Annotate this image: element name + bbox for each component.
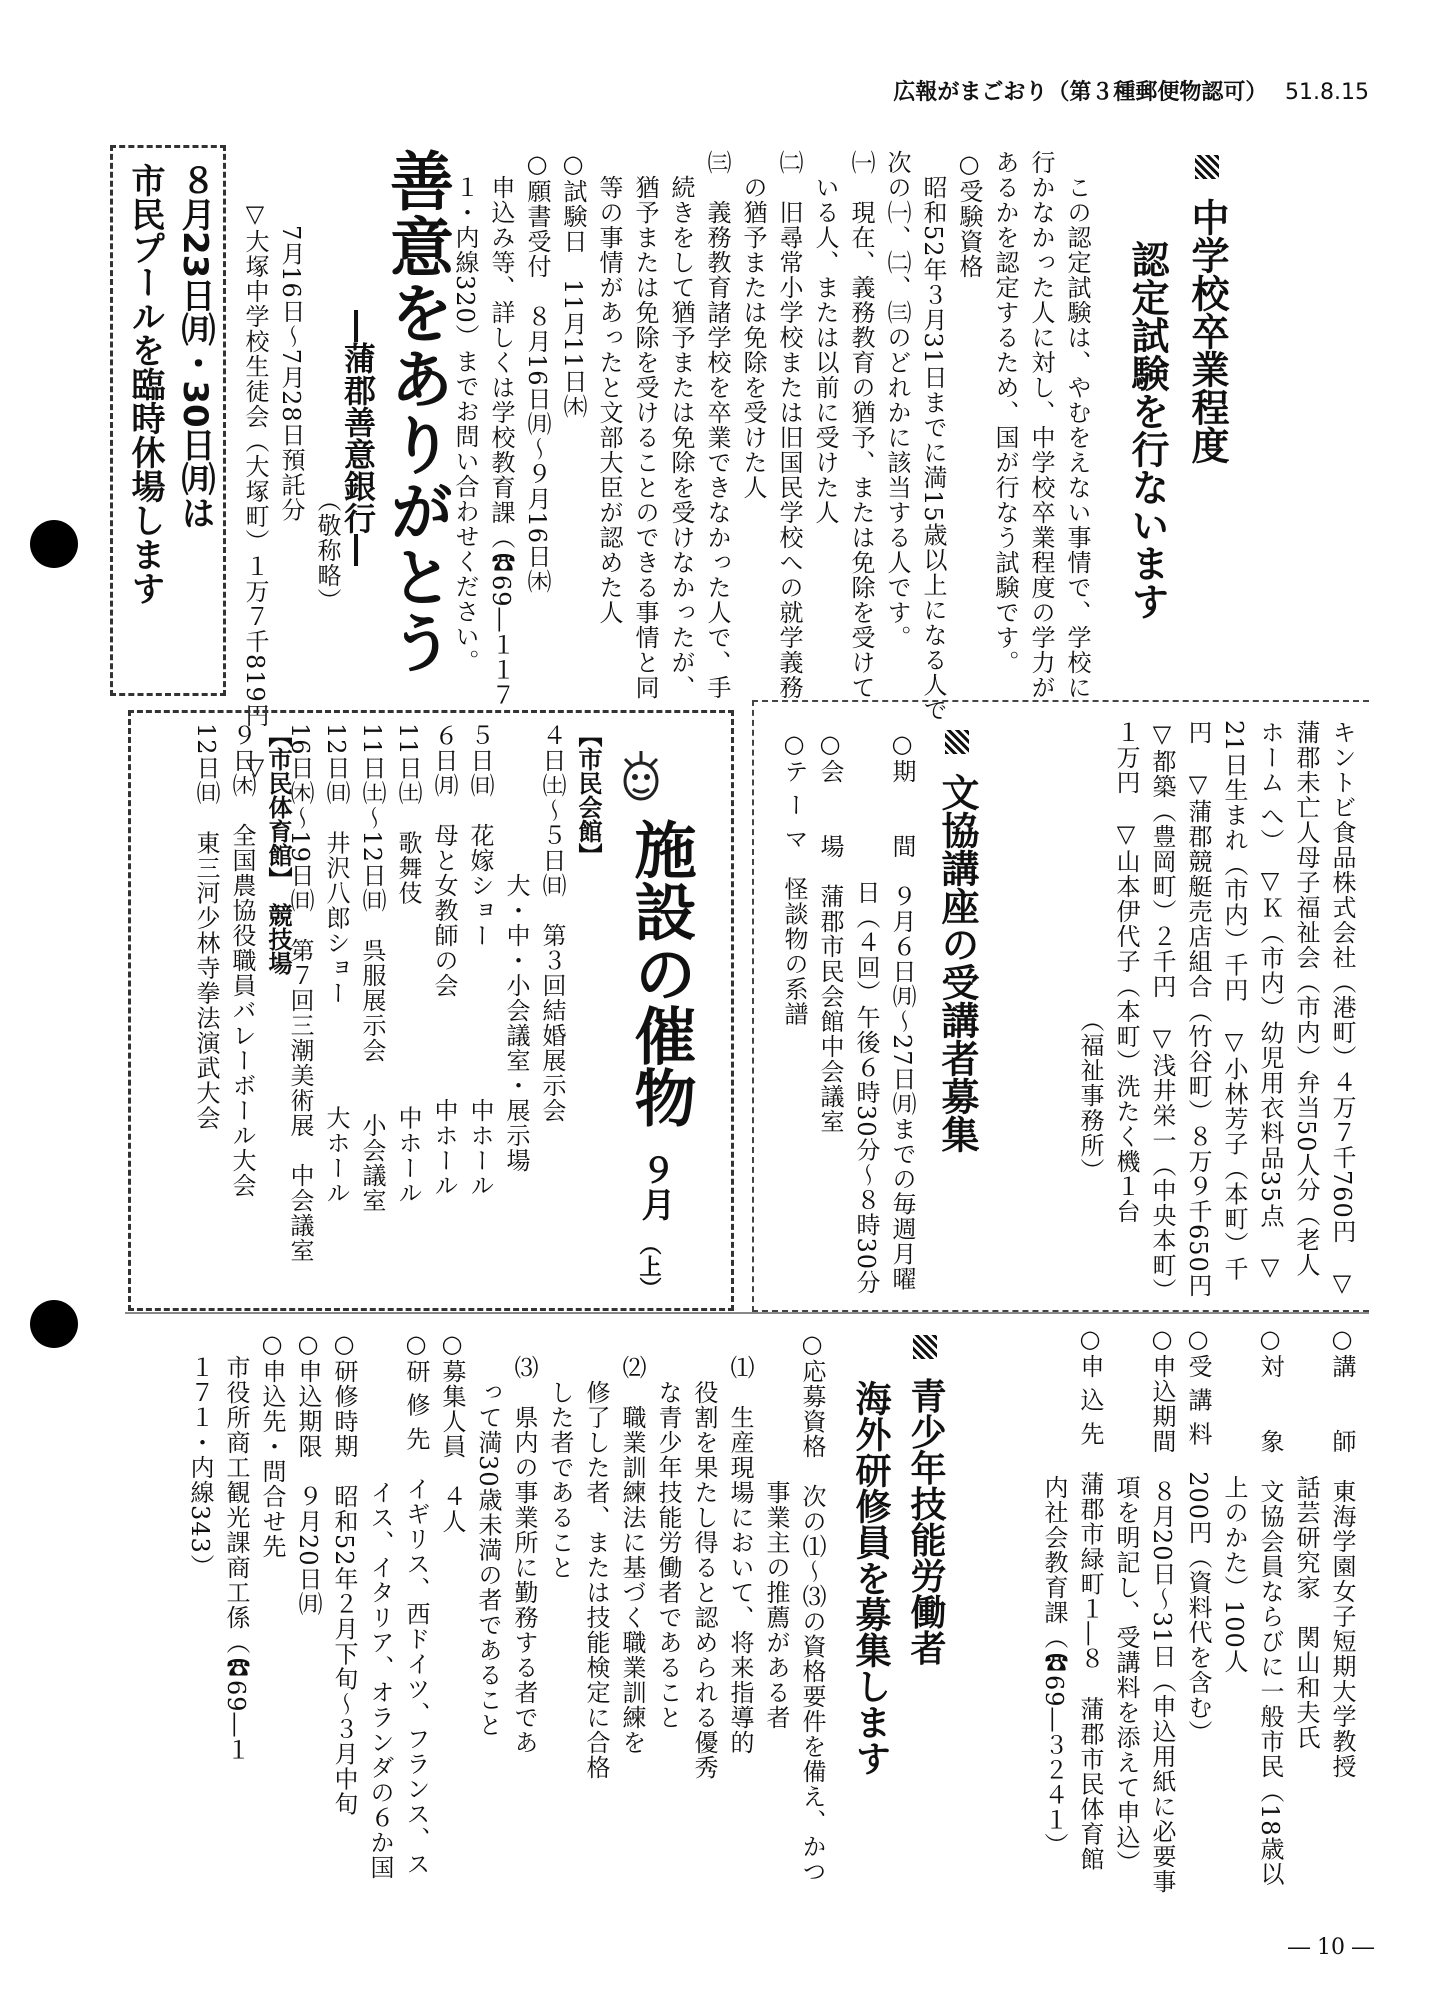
youth-text-line: イス、イタリア、オランダの６か国 (366, 1330, 394, 1880)
venue2-event-line: ９日㈭ 全国農協役職員バレーボール大会 (228, 723, 256, 1198)
bunkyo-text-line: ○講 師 東海学園女子短期大学教授 (1328, 1325, 1356, 1779)
exam-text-line: 行かなかった人に対し、中学校卒業程度の学力が (1027, 150, 1055, 700)
donation-line: ホーム へ） ▽Ｋ（市内）幼児用衣料品35点 ▽ (1256, 720, 1284, 1283)
bunkyo-text-line: ○会 場 蒲郡市民会館中会議室 (816, 730, 844, 1134)
bunkyo-text-line: ○申 込 先 蒲郡市緑町１―８ 蒲郡市民体育館 (1076, 1325, 1104, 1872)
venue1-event-line: 11日㈯ 歌舞伎 中ホール (394, 723, 422, 1206)
bunkyo-text-line: ○受 講 料 200円（資料代を含む） (1184, 1325, 1212, 1746)
youth-text-line: した者であること (546, 1330, 574, 1580)
exam-text-line: ○受験資格 (955, 150, 983, 279)
donation-line: １万円 ▽山本伊代子（本町）洗たく機１台 (1112, 720, 1140, 1224)
bunkyo-text-line: 項を明記し、受講料を添えて申込） (1112, 1325, 1140, 1875)
venue1-event-line: 16日㈭～19日㈰ 第７回三潮美術展 中会議室 (286, 723, 314, 1264)
donation-line: ▽都築（豊岡町）２千円 ▽浅井栄一（中央本町） (1148, 720, 1176, 1303)
exam-text-line: 次の㈠、㈡、㈢のどれかに該当する人です。 (883, 150, 911, 650)
exam-text-line: この認定試験は、やむをえない事情で、学校に (1063, 150, 1091, 700)
youth-text-line: ⑶ 県内の事業所に勤務する者であ (510, 1330, 538, 1755)
youth-text-line: な青少年技能労働者であること (654, 1330, 682, 1730)
bunkyo-body-lower (970, 1325, 1360, 1925)
venue2-event-line: 12日㈰ 東三河少林寺拳法演武大会 (192, 723, 220, 1131)
zeni-text-line: （敬称略） (313, 200, 341, 613)
issue-date: 51.8.15 (1285, 80, 1369, 105)
events-title: 施設の催物 (624, 818, 697, 1128)
exam-subtitle: 認定試験を行ないます (1125, 240, 1169, 620)
divider-bottom (125, 1312, 1369, 1314)
donation-line: 円 ▽蒲郡競艇売店組合（竹谷町）８万９千650円 (1184, 720, 1212, 1298)
venue1-event-line: 12日㈰ 井沢八郎ショー 大ホール (322, 723, 350, 1206)
zeni-title: 善意をありがとう (379, 148, 454, 676)
donation-line: （福祉事務所） (1076, 720, 1104, 1183)
bunkyo-text-line: ○テ ー マ 怪談物の系譜 (780, 730, 808, 1027)
youth-text-line: ○応募資格 次の⑴～⑶の資格要件を備え、かつ (798, 1330, 826, 1884)
exam-text-line: の猶予または免除を受けた人 (739, 150, 767, 500)
events-box (128, 710, 734, 1311)
venue1-event-line: ４日㈯～５日㈰ 第３回結婚展示会 (538, 723, 566, 1123)
youth-text-line: 修了した者、または技能検定に合格 (582, 1330, 610, 1780)
events-venue1 (286, 723, 606, 1298)
events-venue2 (146, 723, 296, 1298)
youth-text-line: １７１・内線343） (186, 1330, 214, 1579)
youth-text-line: って満30歳未満の者であること (474, 1330, 502, 1738)
youth-text-line: ⑴ 生産現場において、将来指導的 (726, 1330, 754, 1755)
youth-body (130, 1330, 830, 1930)
publication-name: 広報がまごおり（第３種郵便物認可） (893, 80, 1268, 105)
exam-text-line: ○試験日 11月11日㈭ (559, 150, 587, 420)
bunkyo-body-upper (770, 730, 920, 1300)
zeni-text-line: 7月16日～7月28日預託分 (277, 200, 305, 523)
bunkyo-text-line: ○申込期間 ８月20日～31日（申込用紙に必要事 (1148, 1325, 1176, 1895)
youth-text-line: 市役所商工観光課商工係（☎69―１ (222, 1330, 250, 1763)
pool-notice-line2: 市民プールを臨時休場します (125, 163, 165, 605)
hatch-icon (913, 1335, 937, 1359)
exam-text-line: 続きをして猶予または免除を受けなかったが、 (667, 150, 695, 700)
divider-right-top (752, 700, 1369, 702)
zeni-text-line: ▽大塚中学校生徒会（大塚町）１万７千819円 ▽ (241, 200, 269, 782)
exam-text-line: 等の事情があったと文部大臣が認めた人 (595, 150, 623, 625)
youth-title-block (900, 1335, 951, 1695)
venue1-list (282, 723, 570, 1298)
donation-line: 蒲郡未亡人母子福祉会（市内）弁当50人分（老人 (1292, 720, 1320, 1278)
youth-subtitle: 海外研修員を募集します (850, 1380, 891, 1776)
punch-hole-top (30, 520, 78, 568)
bunkyo-title-block (930, 730, 985, 1230)
events-part: （上） (636, 1233, 661, 1299)
venue1-header: 【市民会館】 (574, 723, 602, 867)
hatch-icon (1195, 155, 1219, 179)
page-header (893, 75, 1369, 106)
exam-text-line: ㈡ 旧尋常小学校または旧国民学校への就学義務 (775, 150, 803, 700)
divider-vertical-middle (752, 700, 754, 1312)
youth-text-line: ○募集人員 ４人 (438, 1330, 466, 1534)
punch-hole-bottom (30, 1300, 78, 1348)
youth-text-line: ⑵ 職業訓練法に基づく職業訓練を (618, 1330, 646, 1755)
exam-text-line: 昭和52年３月31日までに満15歳以上になる人で (919, 150, 947, 723)
exam-text-line: ㈢ 義務教育諸学校を卒業できなかった人で、手 (703, 150, 731, 700)
donation-list (1020, 720, 1360, 1303)
bunkyo-text-line: 上のかた）100人 (1220, 1325, 1248, 1674)
events-mascot-icon (611, 745, 671, 805)
zeni-subtitle: ―蒲郡善意銀行― (339, 310, 377, 566)
youth-text-line: ○研 修 先 イギリス、西ドイツ、フランス、ス (402, 1330, 430, 1877)
youth-text-line: 役割を果たし得ると認められる優秀 (690, 1330, 718, 1780)
exam-title-block (1180, 155, 1235, 715)
events-month: ９月 (635, 1153, 675, 1221)
exam-text-line: いる人、または以前に受けた人 (811, 150, 839, 525)
venue1-event-line: ６日㈪ 母と女教師の会 中ホール (430, 723, 458, 1198)
exam-text-line: あるかを認定するため、国が行なう試験です。 (991, 150, 1019, 675)
pool-notice-line1: ８月23日㈪・30日㈪は (175, 163, 215, 530)
youth-text-line: ○研修時期 昭和52年２月下旬～３月中旬 (330, 1330, 358, 1817)
bunkyo-text-line: 日（４回）午後６時30分～８時30分 (852, 730, 880, 1296)
donation-line: 21日生まれ（市内）千円 ▽小林芳子（本町）千 (1220, 720, 1248, 1282)
bunkyo-text-line: ○期 間 ９月６日㈪～27日㈪までの毎週月曜 (888, 730, 916, 1292)
bunkyo-text-line: 内社会教育課（☎69―３２４１） (1040, 1325, 1068, 1858)
bunkyo-text-line: ○対 象 文協会員ならびに一般市民（18歳以 (1256, 1325, 1284, 1887)
hatch-icon (945, 730, 969, 754)
exam-body (451, 150, 1095, 723)
venue1-event-line: 11日㈯～12日㈰ 呉服展示会 小会議室 (358, 723, 386, 1214)
exam-text-line: ○願書受付 ８月16日㈪～９月16日㈭ (523, 150, 551, 595)
donation-line: キントビ食品株式会社（港町）４万７千760円 ▽ (1328, 720, 1356, 1298)
page-number: ― 10 ― (1288, 1935, 1374, 1960)
youth-text-line: ○申込先・問合せ先 (258, 1330, 286, 1559)
venue1-event-line: 大・中・小会議室・展示場 (502, 723, 530, 1173)
youth-text-line: 事業主の推薦がある者 (762, 1330, 790, 1730)
venue1-event-line: ５日㈰ 花嫁ショー 中ホール (466, 723, 494, 1198)
pool-notice-box (110, 145, 226, 696)
exam-text-line: 申込み等、詳しくは学校教育課（☎69―１１７ (487, 150, 515, 708)
youth-title: 青少年技能労働者 (905, 1377, 946, 1666)
bunkyo-text-line: 話芸研究家 関山和夫氏 (1292, 1325, 1320, 1750)
exam-text-line: ㈠ 現在、義務教育の猶予、または免除を受けて (847, 150, 875, 700)
bunkyo-title: 文協講座の受講者募集 (935, 773, 979, 1154)
youth-text-line: ○申込期限 ９月20日㈪ (294, 1330, 322, 1617)
venue2-header: 【市民体育館】 競技場 (264, 723, 292, 975)
exam-title: 中学校卒業程度 (1185, 198, 1229, 465)
exam-text-line: 猶予または免除を受けることのできる事情と同 (631, 150, 659, 700)
venue2-list (188, 723, 260, 1298)
exam-text-line: １・内線320）までお問い合わせください。 (451, 150, 479, 674)
zeni-body (235, 200, 345, 782)
